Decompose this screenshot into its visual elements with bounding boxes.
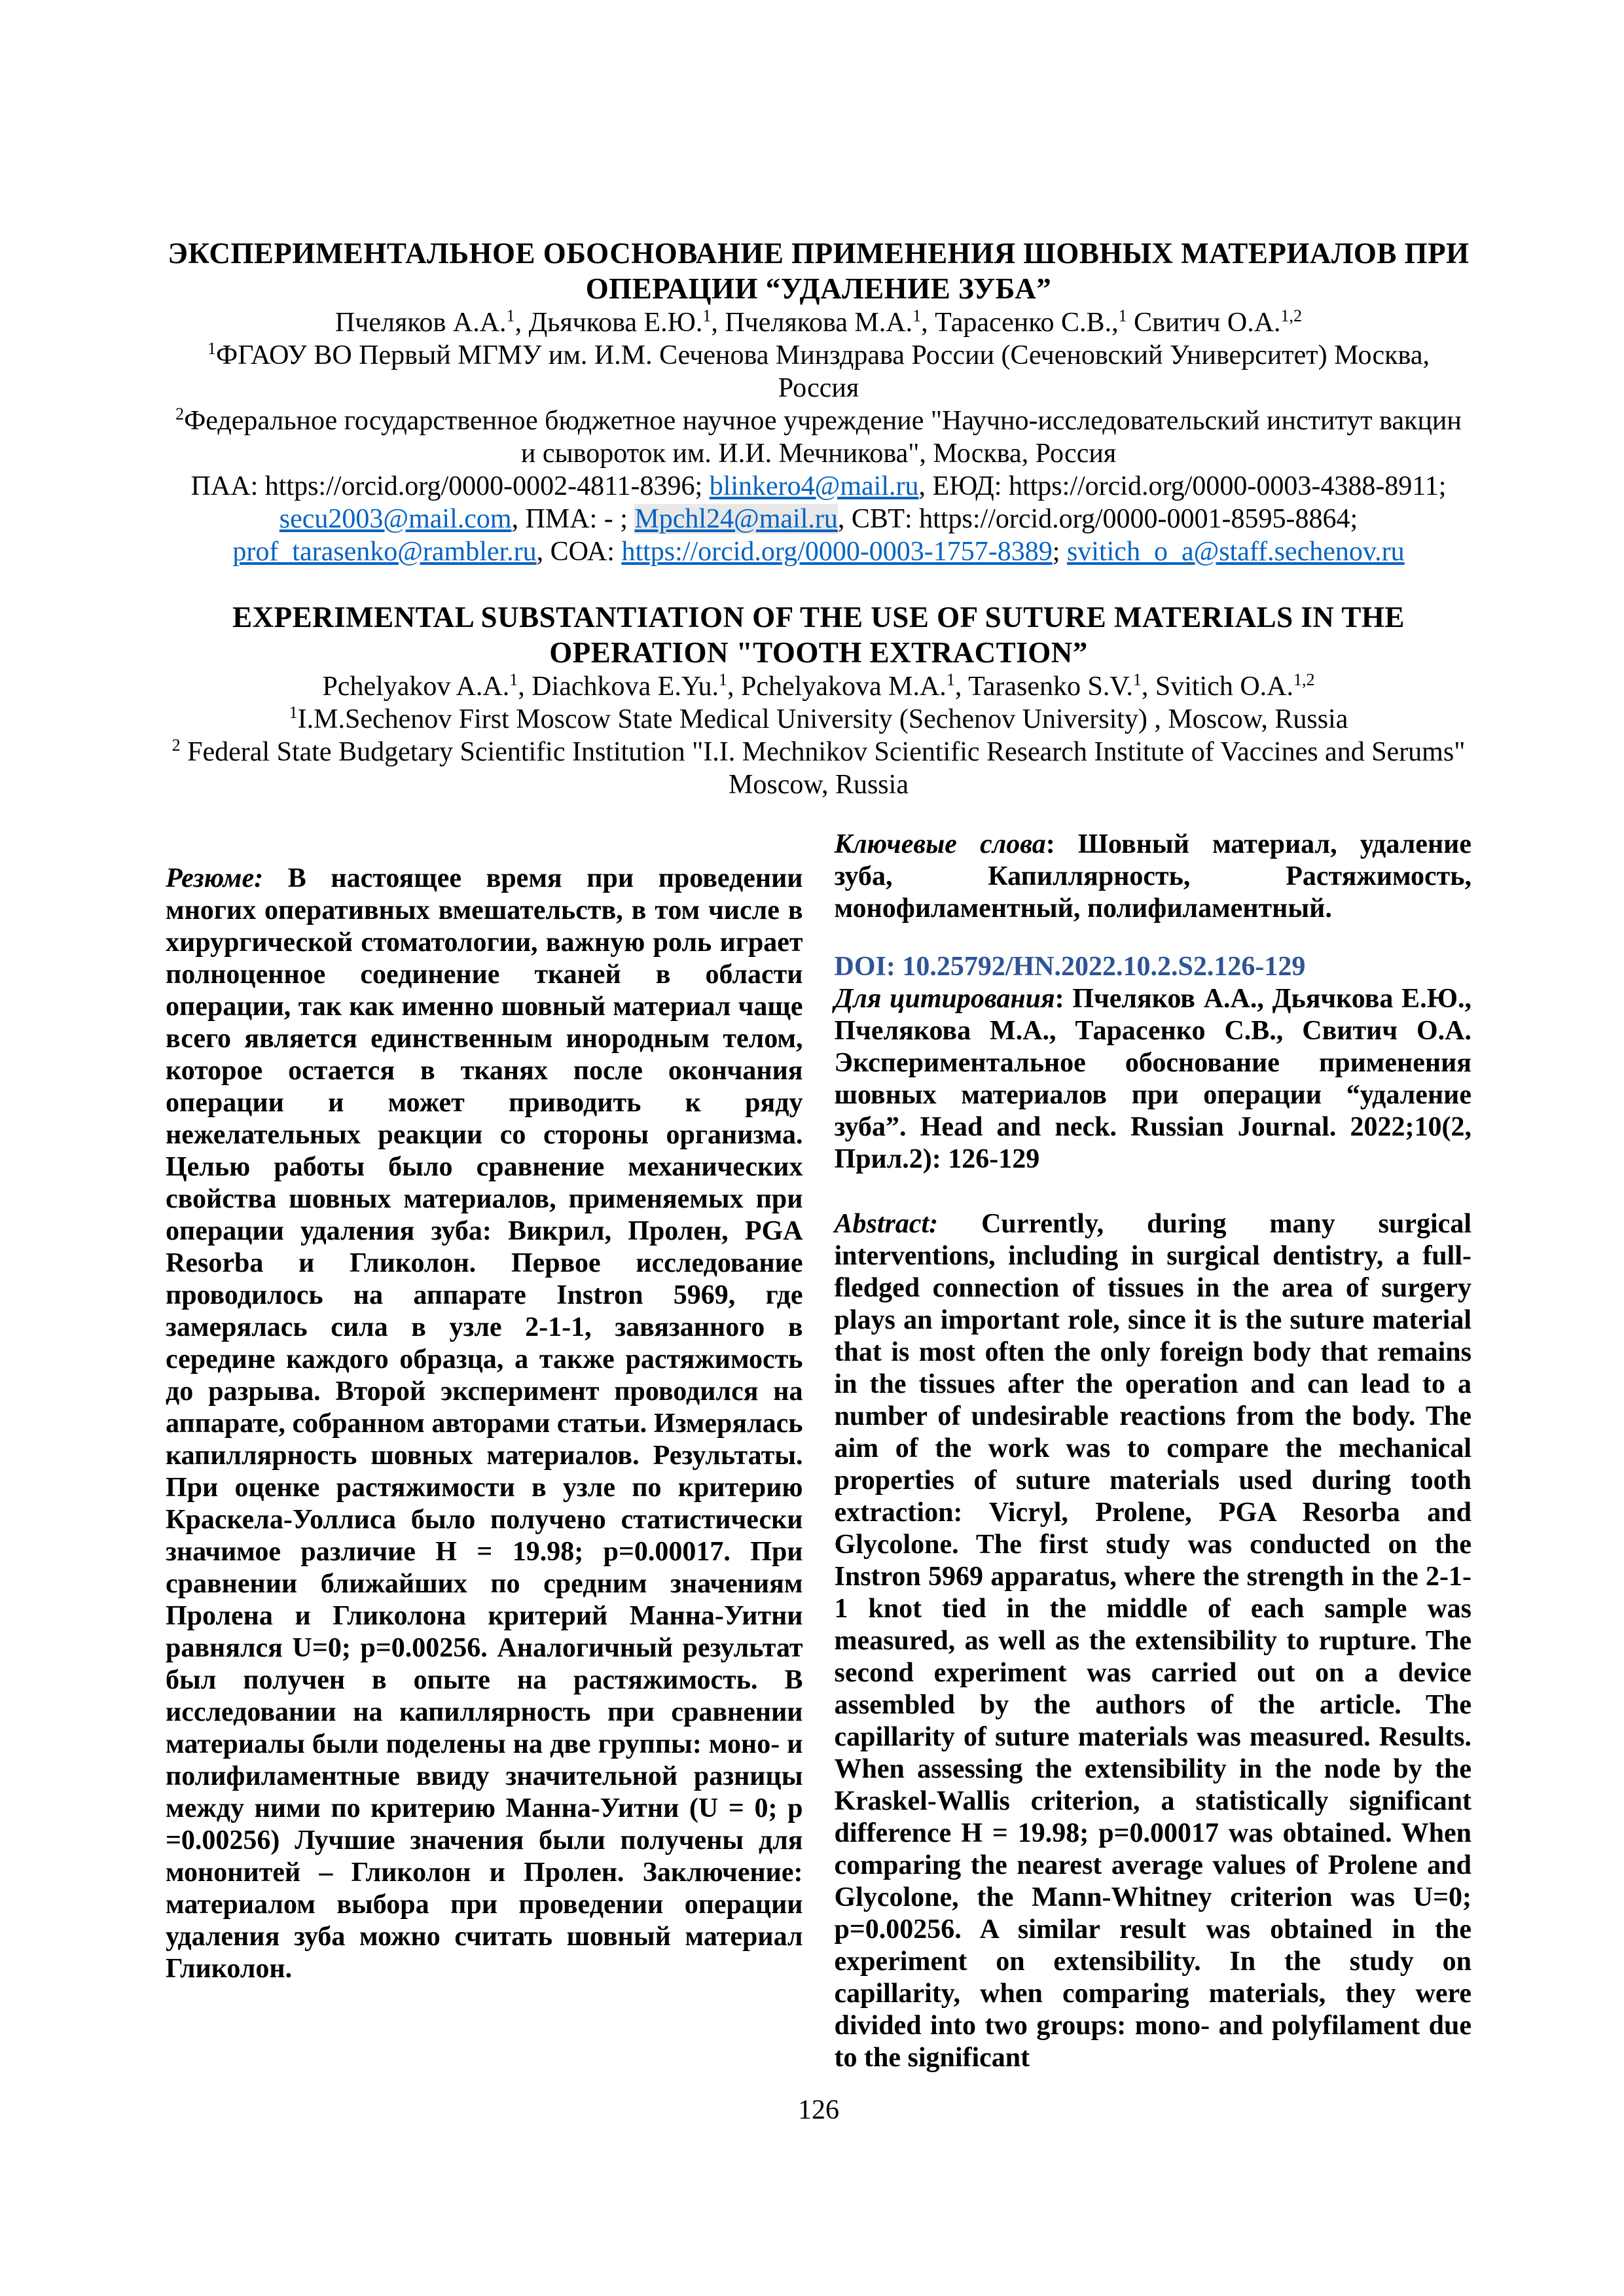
text-segment: : Шовный материал, удаление зуба, Капиллярность, Растяжимость, монофиламентный, полифиламентный. [834,829,1471,924]
page-number: 126 [798,2095,839,2125]
text-segment: I.M.Sechenov First Moscow State Medical University (Sechenov University) , Moscow, Russia [297,704,1348,734]
superscript: 1 [702,306,712,325]
page-footer [166,2094,1471,2126]
affiliation-1-ru [166,339,1471,404]
superscript: 1 [289,703,298,722]
text-segment: ПАА: https://orcid.org/0000-0002-4811-8396; [190,471,710,501]
affiliation-2-ru [166,404,1471,470]
text-segment: ; [1052,537,1067,567]
hyperlink[interactable]: secu2003@mail.com [279,504,512,534]
text-segment: Pchelyakov A.A. [322,672,510,702]
two-column-body [166,829,1471,2074]
authors-ru [166,306,1471,339]
text-segment: : Пчеляков А.А., Дьячкова Е.Ю., Пчелякова М.А., Тарасенко С.В., Свитич О.А. Экспериментальное обоснование применения шовных материалов при операции “удаление зуба”. Head and neck. Russian Journal. 2022;10(2, Прил.2): 126-129 [834,984,1471,1174]
affiliation-1-en [166,703,1471,736]
text-segment: , СВТ: https://orcid.org/0000-0001-8595-8864; [837,504,1358,534]
superscript: 1 [719,670,728,689]
hyperlink[interactable]: prof_tarasenko@rambler.ru [232,537,537,567]
paragraph-label: Для цитирования [834,984,1055,1014]
superscript: 1 [1118,306,1127,325]
text-segment: , Пчелякова М.А. [711,308,913,338]
text-segment: , ЕЮД: https://orcid.org/0000-0003-4388-8911; [918,471,1447,501]
text-segment: В настоящее время при проведении многих оперативных вмешательств, в том числе в хирургической стоматологии, важную роль играет полноценное соединение тканей в области операции, так как именно шовный материал чаще всего является единственным инородным телом, которое остается в тканях после окончания операции и может приводить к ряду нежелательных реакции со стороны организма. Целью работы было сравнение механических свойства шовных материалов, применяемых при операции удаления зуба: Викрил, Пролен, PGA Resorba и Гликолон. Первое исследование проводилось на аппарате Instron 5969, где замерялась сила в узле 2-1-1, завязанного в середине каждого образца, а также растяжимость до разрыва. Второй эксперимент проводился на аппарате, собранном авторами статьи. Измерялась капиллярность шовных материалов. Результаты. При оценке растяжимости в узле по критерию Краскела-Уоллиса было получено статистически значимое различие H = 19.98; p=0.00017. При сравнении ближайших по средним значениям Пролена и Гликолона критерий Манна-Уитни равнялся U=0; p=0.00256. Аналогичный результат был получен в опыте на растяжимость. В исследовании на капиллярность при сравнении материалы были поделены на две группы: моно- и полифиламентные ввиду значительной разницы между ними по критерию Манна-Уитни (U = 0; p =0.00256) Лучшие значения были получены для мононитей – Гликолон и Пролен. Заключение: материалом выбора при проведении операции удаления зуба можно считать шовный материал Гликолон. [166,863,803,1984]
article-title-ru: ЭКСПЕРИМЕНТАЛЬНОЕ ОБОСНОВАНИЕ ПРИМЕНЕНИЯ ШОВНЫХ МАТЕРИАЛОВ ПРИ ОПЕРАЦИИ “УДАЛЕНИЕ ЗУБА” [168,237,1470,305]
paragraph-label: Резюме: [166,863,264,893]
text-segment: ФГАОУ ВО Первый МГМУ им. И.М. Сеченова Минздрава России (Сеченовский Университет) Москва, Россия [216,340,1430,403]
doi-line: DOI: 10.25792/HN.2022.10.2.S2.126-129 [834,952,1306,982]
superscript: 1 [509,670,518,689]
text-segment: , Diachkova E.Yu. [518,672,719,702]
affiliation-2-en [166,736,1471,801]
superscript: 2 [175,404,185,423]
paragraph-label: Abstract: [834,1209,939,1239]
hyperlink[interactable]: Mpchl24@mail.ru [634,504,838,534]
superscript: 2 [171,736,181,755]
text-segment: , Tarasenko S.V. [954,672,1133,702]
text-segment: , ПМА: - ; [511,504,635,534]
hyperlink[interactable]: svitich_o_a@staff.sechenov.ru [1066,537,1405,567]
superscript: 1,2 [1293,670,1315,689]
authors-en [166,670,1471,703]
contacts-line [166,470,1471,568]
superscript: 1 [506,306,515,325]
abstract-paragraph [835,1208,1472,2074]
hyperlink[interactable]: blinkero4@mail.ru [709,471,919,501]
text-segment: , Тарасенко С.В., [921,308,1119,338]
column-left [166,863,803,2074]
text-segment: Пчеляков А.А. [334,308,507,338]
text-segment: , СОА: [536,537,622,567]
text-segment: Федеральное государственное бюджетное научное учреждение "Научно-исследовательский институт вакцин и сывороток им. И.И. Мечникова", Москва, Россия [184,406,1462,469]
superscript: 1 [1132,670,1142,689]
text-segment: , Pchelyakova M.A. [727,672,947,702]
hyperlink[interactable]: https://orcid.org/0000-0003-1757-8389 [621,537,1053,567]
text-segment: Federal State Budgetary Scientific Institution "I.I. Mechnikov Scientific Research Institute of Vaccines and Serums" Moscow, Russia [180,737,1466,800]
superscript: 1 [912,306,922,325]
text-segment: Currently, during many surgical interventions, including in surgical dentistry, a full-fledged connection of tissues in the area of surgery plays an important role, since it is the suture material that is most often the only foreign body that remains in the tissues after the operation and can lead to a number of undesirable reactions from the body. The aim of the work was to compare the mechanical properties of suture materials used during tooth extraction: Vicryl, Prolene, PGA Resorba and Glycolone. The first study was conducted on the Instron 5969 apparatus, where the strength in the 2-1-1 knot tied in the middle of each sample was measured, as well as the extensibility to rupture. The second experiment was carried out on a device assembled by the authors of the article. The capillarity of suture materials was measured. Results. When assessing the extensibility in the node by the Kraskel-Wallis criterion, a statistically significant difference H = 19.98; p=0.00017 was obtained. When comparing the nearest average values of Prolene and Glycolone, the Mann-Whitney criterion was U=0; p=0.00256. A similar result was obtained in the experiment on extensibility. In the study on capillarity, when comparing materials, they were divided into two groups: mono- and polyfilament due to the significant [834,1209,1471,2073]
column-right [835,829,1472,2074]
superscript: 1,2 [1280,306,1303,325]
text-segment: , Svitich O.A. [1141,672,1294,702]
resume-paragraph [166,863,803,1985]
text-segment: , Дьячкова Е.Ю. [514,308,703,338]
keywords-paragraph [835,829,1472,925]
article-header [166,236,1471,801]
superscript: 1 [208,339,217,358]
superscript: 1 [946,670,955,689]
citation-paragraph [835,983,1472,1175]
article-title-en: EXPERIMENTAL SUBSTANTIATION OF THE USE OF SUTURE MATERIALS IN THE OPERATION "TOOTH EXTRACTION” [232,601,1405,669]
paragraph-label: Ключевые слова [834,829,1046,859]
text-segment: Свитич О.А. [1127,308,1281,338]
